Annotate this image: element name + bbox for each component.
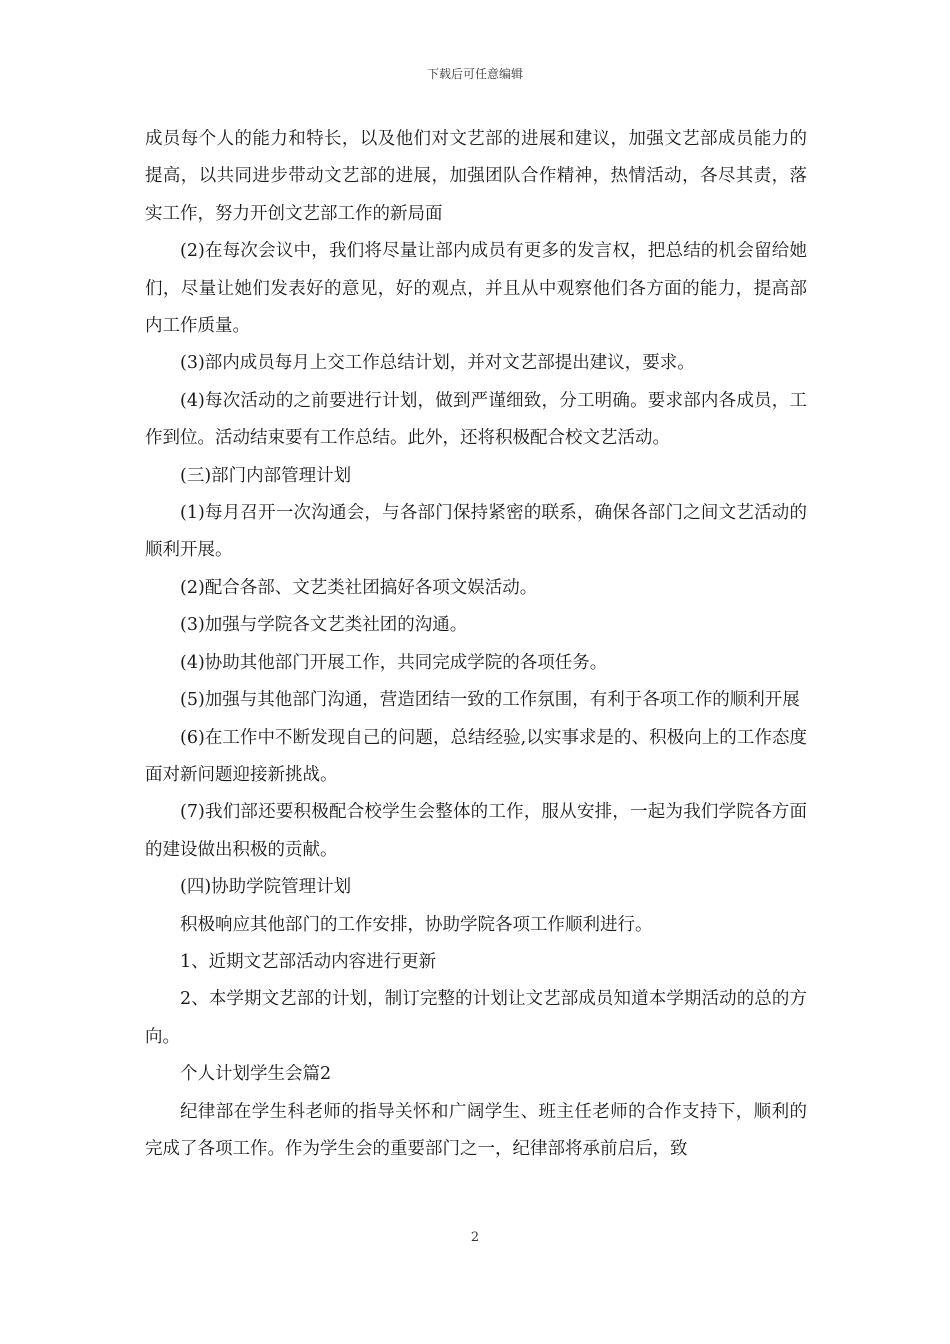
paragraph-continuation: 成员每个人的能力和特长，以及他们对文艺部的进展和建议，加强文艺部成员能力的提高，以共同进步带动文艺部的进展，加强团队合作精神，热情活动，各尽其责，落实工作，努力开创文艺部工作的新局面	[145, 129, 807, 224]
paragraph: 积极响应其他部门的工作安排，协助学院各项工作顺利进行。	[180, 914, 653, 935]
paragraph: (3)加强与学院各文艺类社团的沟通。	[180, 615, 468, 636]
page-header: 下载后可任意编辑	[426, 67, 523, 81]
paragraph: 纪律部在学生科老师的指导关怀和广阔学生、班主任老师的合作支持下，顺利的完成了各项工作。作为学生会的重要部门之一，纪律部将承前启后，致	[145, 1101, 807, 1159]
paragraph: 1、近期文艺部活动内容进行更新	[180, 951, 437, 972]
paragraph: 2、本学期文艺部的计划，制订完整的计划让文艺部成员知道本学期活动的总的方向。	[145, 989, 807, 1047]
page-number: 2	[470, 1230, 480, 1245]
paragraph: (4)协助其他部门开展工作，共同完成学院的各项任务。	[180, 652, 608, 673]
paragraph: (1)每月召开一次沟通会，与各部门保持紧密的联系，确保各部门之间文艺活动的顺利开展。	[145, 503, 807, 561]
paragraph: (4)每次活动的之前要进行计划，做到严谨细致，分工明确。要求部内各成员，工作到位。活动结束要有工作总结。此外，还将积极配合校文艺活动。	[145, 390, 807, 449]
paragraph: (5)加强与其他部门沟通，营造团结一致的工作氛围，有利于各项工作的顺利开展	[180, 690, 800, 711]
paragraph: (2)在每次会议中，我们将尽量让部内成员有更多的发言权，把总结的机会留给她们，尽量让她们发表好的意见，好的观点，并且从中观察他们各方面的能力，提高部内工作质量。	[145, 241, 807, 337]
paragraph: (3)部内成员每月上交工作总结计划，并对文艺部提出建议，要求。	[180, 353, 695, 374]
paragraph: (7)我们部还要积极配合校学生会整体的工作，服从安排，一起为我们学院各方面的建设做出积极的贡献。	[145, 802, 807, 860]
paragraph: (2)配合各部、文艺类社团搞好各项文娱活动。	[180, 577, 538, 598]
section-heading: 个人计划学生会篇2	[180, 1064, 332, 1085]
paragraph: (6)在工作中不断发现自己的问题，总结经验,以实事求是的、积极向上的工作态度面对新问题迎接新挑战。	[145, 727, 807, 785]
section-heading: (三)部门内部管理计划	[180, 465, 352, 486]
document-body	[145, 121, 807, 1168]
section-heading: (四)协助学院管理计划	[180, 877, 352, 898]
